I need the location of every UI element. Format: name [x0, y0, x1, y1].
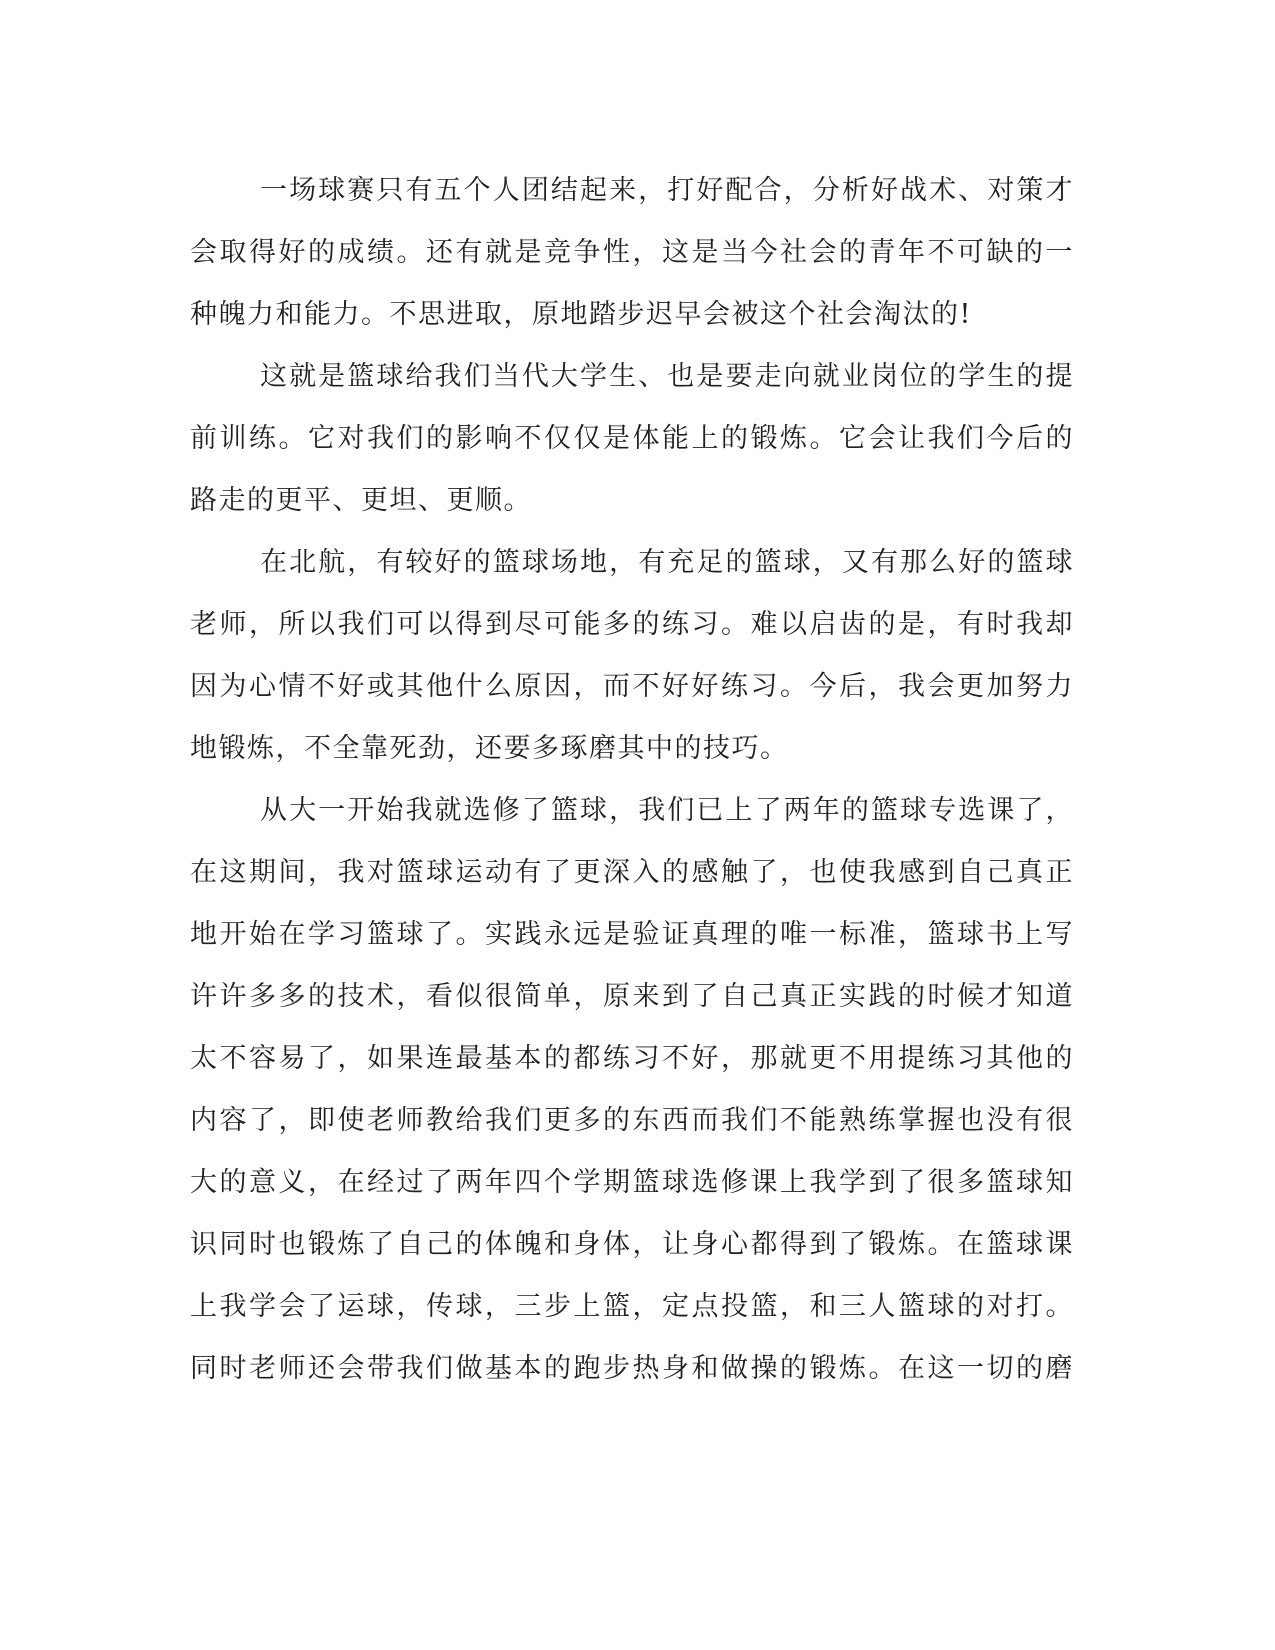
text-line: 大的意义，在经过了两年四个学期篮球选修课上我学到了很多篮球知 — [190, 1167, 1074, 1198]
paragraph-1 — [190, 160, 1074, 346]
text-line: 因为心情不好或其他什么原因，而不好好练习。今后，我会更加努力 — [190, 671, 1074, 702]
text-line: 在这期间，我对篮球运动有了更深入的感触了，也使我感到自己真正 — [190, 857, 1074, 888]
paragraph-4 — [190, 780, 1074, 1400]
text-line: 从大一开始我就选修了篮球，我们已上了两年的篮球专选课了， — [260, 795, 1074, 826]
text-line: 许许多多的技术，看似很简单，原来到了自己真正实践的时候才知道 — [190, 981, 1074, 1012]
text-line: 上我学会了运球，传球，三步上篮，定点投篮，和三人篮球的对打。 — [190, 1291, 1074, 1322]
text-line: 一场球赛只有五个人团结起来，打好配合，分析好战术、对策才 — [260, 175, 1074, 206]
paragraph-3 — [190, 532, 1074, 780]
text-line: 老师，所以我们可以得到尽可能多的练习。难以启齿的是，有时我却 — [190, 609, 1074, 640]
text-line: 会取得好的成绩。还有就是竞争性，这是当今社会的青年不可缺的一 — [190, 237, 1074, 268]
text-line: 种魄力和能力。不思进取，原地踏步迟早会被这个社会淘汰的! — [190, 299, 972, 330]
text-line: 前训练。它对我们的影响不仅仅是体能上的锻炼。它会让我们今后的 — [190, 423, 1074, 454]
text-line: 在北航，有较好的篮球场地，有充足的篮球，又有那么好的篮球 — [260, 547, 1074, 578]
text-line: 内容了，即使老师教给我们更多的东西而我们不能熟练掌握也没有很 — [190, 1105, 1074, 1136]
paragraph-2 — [190, 346, 1074, 532]
text-line: 同时老师还会带我们做基本的跑步热身和做操的锻炼。在这一切的磨 — [190, 1353, 1074, 1384]
text-line: 地锻炼，不全靠死劲，还要多琢磨其中的技巧。 — [190, 733, 789, 764]
text-line: 太不容易了，如果连最基本的都练习不好，那就更不用提练习其他的 — [190, 1043, 1074, 1074]
text-line: 地开始在学习篮球了。实践永远是验证真理的唯一标准，篮球书上写 — [190, 919, 1074, 950]
text-line: 路走的更平、更坦、更顺。 — [190, 485, 532, 516]
text-line: 识同时也锻炼了自己的体魄和身体，让身心都得到了锻炼。在篮球课 — [190, 1229, 1074, 1260]
document-body — [190, 160, 1074, 1400]
text-line: 这就是篮球给我们当代大学生、也是要走向就业岗位的学生的提 — [260, 361, 1074, 392]
